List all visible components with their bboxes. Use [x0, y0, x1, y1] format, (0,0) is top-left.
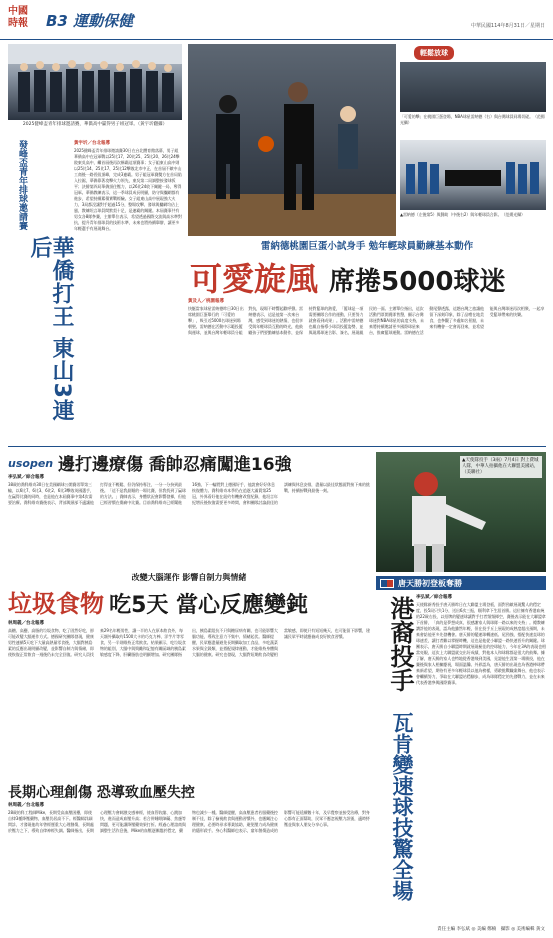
- mlb-headline-black: 港裔投手: [386, 596, 414, 692]
- health-headline: [8, 584, 370, 616]
- basketball-byline: 黃及人／桃園報導: [188, 299, 224, 304]
- side-tag: 輕鬆放球: [414, 46, 454, 60]
- usopen-headline: 邊打邊療傷 喬帥忍痛闖進16強: [58, 455, 292, 475]
- footer-credits: 責任主編 李弘斌 ◎ 美編 鄭楠 攝影 ◎ 美術編輯 黃文: [437, 927, 545, 932]
- stress-headline: 長期心理創傷 恐導致血壓失控: [8, 785, 195, 801]
- mlb-bar: [376, 576, 546, 590]
- health-byline: 林周義／台北報導: [8, 621, 44, 626]
- health-body: 高糖、高鹽、高脂的垃圾食物，吃了固然好吃，卻可能改變大腦運作方式。德國研究團隊發現，健康男性連續5天吃下大量高熱量零食後，大腦對胰島素的反應出現明顯改變，並影響自制力與情緒，即使恢復正常飲食一週後仍未完全回復。研究人員找來29名年輕男性，讓一半的人在原本飲食外，每天額外攝取約1500大卡的巧克力棒、洋芋片等零食，另一半則維持正常飲食。結果顯示，吃垃圾食物的組別，大腦中與獎勵和記憶有關區域的胰島素敏感度下降，肝臟脂肪也明顯增加。研究團隊指出，胰島素阻抗不只與糖尿病有關，也可能影響大腦功能，導致注意力不集中、情緒起伏。醫師提醒，民眾應盡量避免長期攝取加工食品，多吃蔬菜水果與全穀類，並搭配規律運動，才能維持身體與大腦的健康。研究也發現，大腦對短期飲食改變相當敏感，即使只有短短幾天，也可能留下影響，建議民眾平時就應養成良好飲食習慣。: [8, 628, 370, 657]
- basketball-headline-black: 席捲5000球迷: [329, 267, 506, 297]
- mlb-bar-label: 唐天勝初登板奪勝: [398, 578, 462, 588]
- volleyball-byline: 黃宇圻／台北報導: [74, 141, 110, 146]
- logo-line1: 中國: [8, 6, 28, 17]
- mlb-photo-caption: ▲天使隊投手（3兩）7月4日 對上費城人隊，中華人拍攝他在大聯盟美國站，（美聯社）: [460, 456, 542, 478]
- basketball-kicker: 雷納德桃園巨蛋小試身手 勉年輕球員勤練基本動作: [260, 241, 474, 252]
- basketball-side-photo: [400, 62, 546, 112]
- basketball-main-photo: [188, 44, 396, 236]
- mlb-headline-blue: 瓦肯變速球技驚全場: [390, 712, 414, 901]
- volleyball-photo: [8, 44, 182, 120]
- masthead: [0, 0, 553, 40]
- mlb-byline: 李弘斌／綜合報導: [416, 595, 452, 600]
- usopen-logo-us: us: [8, 457, 23, 470]
- logo-line2: 時報: [8, 18, 28, 29]
- usopen-byline: 李弘斌／綜合報導: [8, 475, 44, 480]
- basketball-side-caption1: 「可愛的擊」在桃園巨蛋登場，NBA球星雷納德（右）與台灣球員同場切磋。（范揚光攝）: [400, 114, 545, 125]
- volleyball-caption: 2025健峰盃青年排球邀請賽，華僑高中贏得男子組冠軍。（黃宇圻翻攝）: [22, 122, 168, 127]
- usopen-body: 38歲的喬科維奇30日在美國網球公開賽男單第三輪，以6比7、6比3、6比2、6比3擊敗英國選手，在贏得比賽的同時，也是他在本屆賽事中第4次需要治療。喬科維奇賽後表示，背部與頸部不適讓他打得並不輕鬆，但仍保持專注，一分一分拚到最後。「這不是我最順的一場比賽，但我找到了贏球的方法。」喬帥表示，身體狀況會影響發揮，但他已經習慣在傷痛中比賽。目前喬科維奇已經闖進16強，下一輪將對上德國好手，他說會好好休息恢復體力。喬科維奇本季仍在追逐大滿貫第25冠，外界看好他在紐約有機會改寫紀錄，他坦言年紀增長後恢復需要更多時間，會和團隊討論最佳的訓練與休息安排，盡量以最佳狀態面對接下來的挑戰，持續拚戰到最後一刻。: [8, 482, 370, 505]
- usopen-logo: [8, 452, 54, 468]
- section-divider: [8, 446, 546, 447]
- basketball-group-photo: [400, 140, 546, 210]
- mlb-logo-icon: [380, 579, 394, 588]
- section-label: B3 運動保健: [46, 12, 134, 30]
- health-kicker: 改變大腦運作 影響自制力與情緒: [131, 573, 247, 582]
- basketball-body: 快艇當家球星雷納德昨日30日出席桃園巨蛋舉行的「可愛的擊」，吸引近5000名球迷到場朝聖。雷納德在活動中示範投籃與運球，並與台灣年輕球員分組對抗，現場不時響起歡呼聲。雷納德表示，這是他第一次來台灣，感受到球迷的熱情，也很享受與年輕球員互動的時光，他鼓勵孩子們要勤練基本動作，並保持對籃球的熱愛，「籃球是一項需要團隊合作的運動，只要努力就會看到成果」。活動中雷納德也親自指導小球員投籃姿勢，並與現場球迷合影、簽名，展現親民的一面。主辦單位指出，這次活動門票開賣即售罄，顯示台灣球迷對NBA球星的高度支持，未來將持續邀請更多國際球星來台，推廣籃球運動。雷納德在活動尾聲透露，這趟台灣之旅讓他留下深刻印象，除了品嚐在地美食，也參觀了多處知名景點，未來有機會一定會再回來，並希望能與台灣球迷再次相聚，一起享受籃球帶來的快樂。: [188, 306, 545, 335]
- volleyball-body: 2025健峰盃青年排球邀請賽30日在台北體育館落幕，男子組華僑高中在冠軍戰以25比17、20比25、25比20、26比24擊敗東吳高中，繼首屆後再次稱霸這項賽事；女子組東山高中則以25比14、25比17、25比12擊敗北市中正，在首屆不敵中山工商後一路晉級頂峰，完成3連霸。男子組冠軍賽雙方在首局陷入拉鋸，華僑靠著攻擊火力領先，東吳第二局調整接發球扳平；決勝第四局華僑頂住壓力，以26比24收下關鍵一局，奪得冠軍。華僑教練表示，這一季球員成長明顯，防守與攔網都有進步，希望持續累積實戰經驗。女子組東山高中展現強大火力，3局都沒讓對手超過15分，整場攻擊、發球與攔網均佔上風，教練坦言球員間默契十足，是連霸的關鍵。本屆賽事共有男女各8隊參賽，主辦單位表示，希望透過國際交流與高水準對抗，提升青年排球員的技術水準，未來也將持續舉辦，讓更多年輕選手有展現舞台。: [74, 148, 182, 231]
- health-headline-black: 吃5天 當心反應變鈍: [109, 593, 309, 618]
- mlb-body: 天使隊新秀投手唐天勝昨日在大聯盟主場登板，面對勁敵展現驚人的穩定度，投5局只失1分，送出6次三振，順利拿下生涯首勝。這位擁有香港血統的22歲右投，以招牌的變速球讓對手打者頻頻揮空，賽後表示能在大聯盟拿下首勝，「真的是夢想成真，很感謝家人與球隊一路以來的支持」。總教練讚許他的表現，認為他雖然年輕，但在投手丘上展現的成熟度超出預期，未來會給他更多先發機會。唐天勝的變速球轉速低、尾勁強，搭配快速直球的球速差，讓打者難以掌握時機，這也是他從小聯盟一路快速晉升的關鍵。球團表示，唐天勝自小聯盟時期就展現極佳的控球能力，今年在3A的表現也相當亮眼，這次上大聯盟就交出好成績，對他本人和球隊都是很大的鼓舞。據了解，唐天勝的家人也特地從香港飛到美國，見證他生涯第一場勝投，他在賽後與家人相擁慶祝，場面溫馨。外界認為，唐天勝的出現也為香港棒球帶來新希望，期待有更多年輕球員以他為榜樣，勇敢挑戰職業舞台，他也表示會繼續努力，爭取在大聯盟站穩腳步，成為球隊穩定的先發戰力，並在未來代表香港參與國際賽事。: [416, 602, 546, 685]
- stress-byline: 林周義／台北報導: [8, 803, 44, 808]
- basketball-side-caption2: ▲雷納德（左後第5）與贊助（中後右2）與年輕球員合影。（范揚光攝）: [400, 212, 525, 217]
- issue-date: 中華民國114年8月31日／星期日: [470, 23, 545, 29]
- basketball-headline: [190, 254, 548, 298]
- health-headline-red: 垃圾食物: [8, 590, 104, 618]
- stress-body: 28歲的科工程師Mike，長期受高血壓困擾，即使自律3種降壓藥物，血壓仍居高不下。經醫師詳細問診，才發現他幼年曾經歷重大心理創傷，長期處於壓力之下，導致自律神經失調。醫師指出，長期心理壓力會刺激交感神經，使血管收縮、心跳加快，進而造成血壓升高；若合併睡眠障礙、焦慮等問題，更可能讓降壓藥效果打折。經過心理諮商與調整生活作息後，Mike的血壓逐漸趨於穩定，藥物也減少一種。醫師提醒，高血壓患者若服藥後控制不佳，除了檢視飲食與運動習慣外，也應關注心理健康，必要時尋求專業協助，避免壓力成為健康的隱形殺手。身心科醫師也表示，童年創傷造成的影響可能延續數十年，及早覺察並接受治療，對身心都有正面幫助，民眾不應忽視壓力訊號，適時紓壓並與家人朋友分享心事。: [8, 810, 370, 833]
- volleyball-headline: 華僑打王 東山3連后: [27, 236, 74, 422]
- logo: [8, 6, 38, 34]
- usopen-logo-open: open: [22, 457, 54, 470]
- basketball-headline-red: 可愛旋風: [190, 260, 319, 298]
- volleyball-kicker: 發峰盃青年排球邀請賽: [17, 140, 27, 230]
